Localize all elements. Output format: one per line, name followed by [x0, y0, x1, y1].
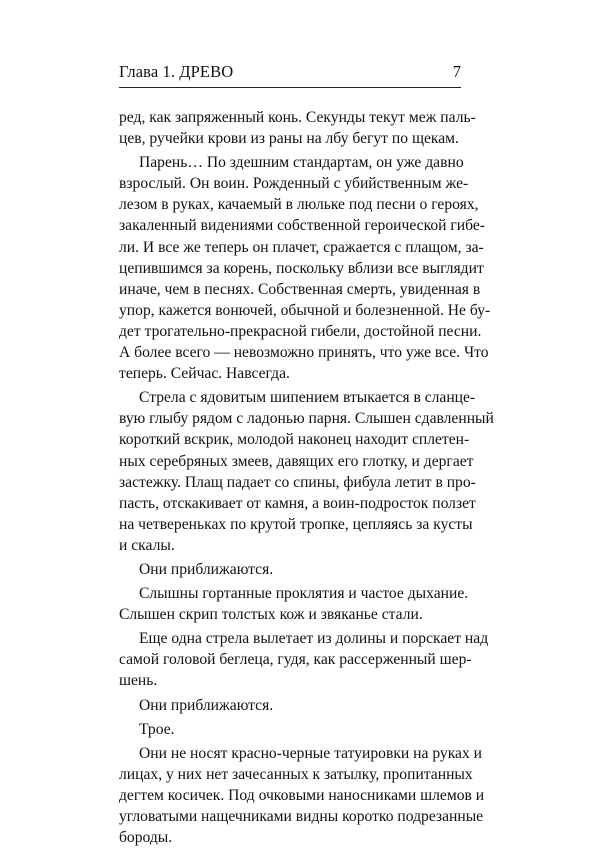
text-line: цев, ручейки крови из раны на лбу бегут по щекам.: [119, 130, 459, 148]
text-line: упор, кажется вонючей, обычной и болезненной. Не бу-: [119, 301, 491, 319]
text-line: дегтем косичек. Под очковыми наносниками шлемов и: [119, 786, 485, 804]
paragraph: [119, 107, 476, 149]
text-line: Они не носят красно-черные татуировки на руках и: [139, 744, 483, 762]
text-line: самой головой беглеца, гудя, как рассерженный шер-: [119, 651, 472, 669]
text-line: застежку. Плащ падает со спины, фибула летит в про-: [119, 473, 476, 491]
text-line: Они приближаются.: [139, 560, 274, 578]
paragraph: [119, 628, 489, 691]
paragraph: [119, 719, 461, 740]
text-line: иначе, чем в песнях. Собственная смерть, увиденная в: [119, 280, 481, 298]
paragraph: [119, 695, 461, 716]
text-line: ред, как запряженный конь. Секунды текут меж паль-: [119, 109, 476, 126]
text-line: закаленный видениями собственной героической гибе-: [119, 217, 485, 235]
text-line: А более всего — невозможно принять, что уже все. Что: [119, 344, 489, 362]
text-line: цепившимся за корень, поскольку вблизи все выглядит: [119, 259, 484, 277]
paragraph: [119, 743, 485, 848]
text-line: на четвереньках по крутой тропке, цепляясь за кусты: [119, 515, 473, 533]
text-line: Парень… По здешним стандартам, он уже давно: [139, 154, 464, 172]
text-line: Они приближаются.: [139, 696, 274, 714]
text-line: ли. И все же теперь он плачет, сражается с плащом, за-: [119, 238, 484, 256]
text-line: шень.: [119, 672, 158, 690]
text-line: угловатыми нащечниками видны коротко подрезанные: [119, 808, 484, 825]
text-line: Стрела с ядовитым шипением втыкается в сланце-: [139, 389, 476, 407]
text-line: Слышен скрип толстых кож и звяканье стали.: [119, 606, 423, 624]
text-line: вую глыбу рядом с ладонью парня. Слышен сдавленный: [119, 410, 494, 428]
text-line: взрослый. Он воин. Рожденный с убийственным же-: [119, 175, 469, 193]
text-line: короткий вскрик, молодой наконец находит сплетен-: [119, 431, 470, 449]
chapter-title: Глава 1. ДРЕВО: [119, 62, 234, 81]
page-number: 7: [452, 62, 461, 81]
body-text: [119, 107, 494, 848]
paragraph: [119, 387, 494, 556]
running-header: [119, 60, 461, 84]
text-line: лезом в руках, качаемый в люльке под песни о героях,: [119, 196, 479, 214]
text-line: Еще одна стрела вылетает из долины и порскает над: [139, 630, 489, 648]
header-rule: [119, 87, 461, 88]
text-line: теперь. Сейчас. Навсегда.: [119, 365, 290, 383]
text-line: Слышны гортанные проклятия и частое дыхание.: [139, 585, 469, 603]
text-line: Трое.: [139, 720, 175, 738]
text-line: дет трогательно-прекрасной гибели, достойной песни.: [119, 322, 482, 340]
text-line: и скалы.: [119, 536, 175, 554]
paragraph: [119, 559, 461, 580]
text-line: лицах, у них нет зачесанных к затылку, пропитанных: [119, 765, 473, 783]
text-line: бороды.: [119, 829, 173, 847]
text-line: ных серебряных змеев, давящих его глотку, и дергает: [119, 452, 474, 470]
paragraph: [119, 583, 469, 625]
paragraph: [119, 152, 491, 384]
text-line: пасть, отскакивает от камня, а воин-подросток ползет: [119, 494, 476, 512]
